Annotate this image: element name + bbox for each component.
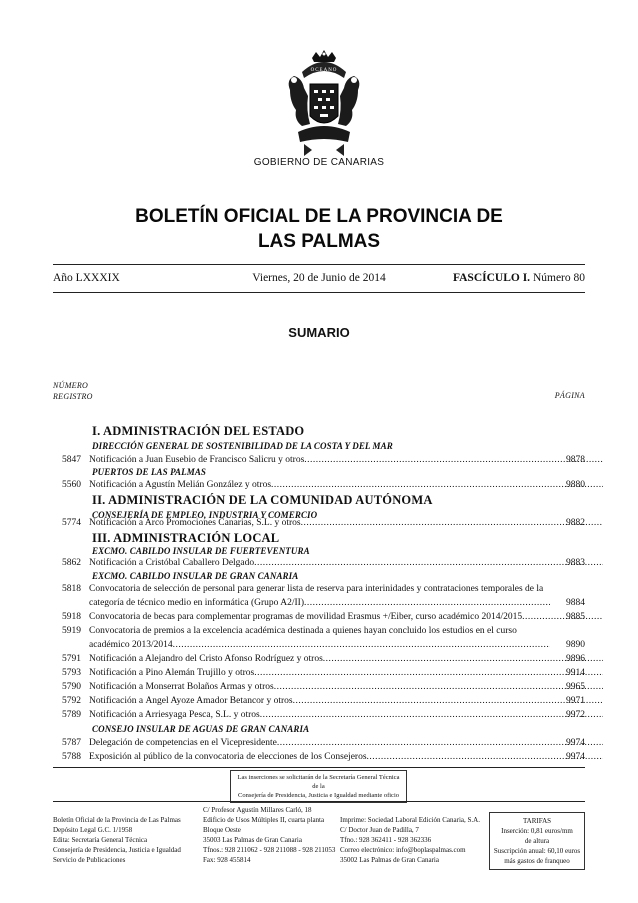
rates-line: de altura — [524, 837, 550, 845]
coat-of-arms-emblem — [282, 50, 366, 158]
publisher-line: Edita: Secretaría General Técnica — [53, 836, 148, 844]
entry-title: Convocatoria de selección de personal para generar lista de reserva para interinidades y contrataciones temporales de la — [89, 584, 544, 594]
summary-entry — [53, 654, 585, 668]
entry-title: Exposición al público de la convocatoria de elecciones de los Consejeros — [89, 752, 367, 762]
entry-page: 9896 — [566, 654, 585, 664]
summary-entry — [53, 518, 585, 532]
subsection-heading: DIRECCIÓN GENERAL DE SOSTENIBILIDAD DE LA COSTA Y DEL MAR — [92, 441, 393, 451]
divider — [53, 801, 585, 802]
entry-page: 9971 — [566, 696, 585, 706]
insertion-notice — [230, 770, 407, 803]
entry-number: 5793 — [62, 668, 81, 678]
printer-line: 35002 Las Palmas de Gran Canaria — [340, 856, 439, 864]
entry-title: Notificación a Arriesyaga Pesca, S.L. y otros — [89, 710, 260, 720]
entry-page-row — [53, 640, 585, 654]
entry-number: 5862 — [62, 558, 81, 568]
entry-page: 9880 — [566, 480, 585, 490]
entry-page: 9965 — [566, 682, 585, 692]
rates-line: Inserción: 0,81 euros/mm — [501, 827, 573, 835]
entry-number: 5774 — [62, 518, 81, 528]
summary-entry — [53, 738, 585, 752]
publisher-line: Servicio de Publicaciones — [53, 856, 126, 864]
government-label: GOBIERNO DE CANARIAS — [253, 157, 385, 168]
entry-page: 9890 — [566, 640, 585, 650]
summary-entry — [53, 710, 585, 724]
title-line-2: LAS PALMAS — [257, 231, 381, 252]
rates-box — [489, 812, 585, 870]
column-header-page: PÁGINA — [554, 391, 585, 400]
entry-page: 9878 — [566, 455, 585, 465]
summary-entry — [53, 752, 585, 766]
entry-title: Convocatoria de becas para complementar programas de movilidad Erasmus +/Eiber, curso académico 2014/2015 — [89, 612, 523, 622]
entry-page: 9974 — [566, 738, 585, 748]
printer-line: Tfno.: 928 362411 - 928 362336 — [340, 836, 432, 844]
subsection-heading: PUERTOS DE LAS PALMAS — [92, 467, 207, 477]
notice-line-1: Las inserciones se solicitarán de la Secretaría General Técnica de la — [237, 774, 400, 790]
issue-number: Número 80 — [532, 272, 585, 284]
entry-number: 5790 — [62, 682, 81, 692]
address-line: C/ Profesor Agustín Millares Carló, 18 — [203, 806, 312, 814]
summary-entry — [53, 558, 585, 572]
section-heading: III. ADMINISTRACIÓN LOCAL — [92, 531, 280, 545]
divider — [53, 264, 585, 265]
entry-page: 9885 — [566, 612, 585, 622]
entry-number: 5560 — [62, 480, 81, 490]
entry-number: 5787 — [62, 738, 81, 748]
column-header-number-2: REGISTRO — [53, 392, 93, 401]
entry-title: Notificación a Arco Promociones Canarias, S.L. y otros — [89, 518, 301, 528]
summary-entry — [53, 612, 585, 626]
printer-line: Imprime: Sociedad Laboral Edición Canaria, S.A. — [340, 816, 480, 824]
rates-heading: TARIFAS — [522, 817, 552, 825]
entry-title: Notificación a Monserrat Bolaños Armas y otros — [89, 682, 274, 692]
entry-page: 9974 — [566, 752, 585, 762]
entry-page: 9882 — [566, 518, 585, 528]
summary-entry — [53, 696, 585, 710]
entry-page: 9883 — [566, 558, 585, 568]
rates-line: más gastos de franqueo — [504, 857, 570, 865]
entry-page-row — [53, 598, 585, 612]
entry-title-continued: académico 2013/2014 — [89, 640, 173, 650]
section-heading: I. ADMINISTRACIÓN DEL ESTADO — [92, 424, 305, 438]
address-line: Bloque Oeste — [203, 826, 241, 834]
subsection-heading: CONSEJERÍA DE EMPLEO, INDUSTRIA Y COMERCIO — [92, 510, 318, 520]
emblem-motto: OCEANO — [310, 68, 338, 73]
entry-number: 5847 — [62, 455, 81, 465]
column-header-number — [53, 380, 93, 402]
entry-number: 5788 — [62, 752, 81, 762]
publisher-line: Consejería de Presidencia, Justicia e Igualdad — [53, 846, 181, 854]
rates-line: Suscripción anual: 60,10 euros — [493, 847, 581, 855]
summary-entry — [53, 626, 585, 640]
printer-line: C/ Doctor Juan de Padilla, 7 — [340, 826, 419, 834]
entry-title: Notificación a Ángel Ayoze Amador Betancor y otros — [89, 696, 293, 706]
subsection-heading: EXCMO. CABILDO INSULAR DE FUERTEVENTURA — [92, 546, 310, 556]
address-line: Edificio de Usos Múltiples II, cuarta planta — [203, 816, 325, 824]
entry-title: Notificación a Pino Alemán Trujillo y otros — [89, 668, 255, 678]
divider — [53, 767, 585, 768]
summary-entry — [53, 682, 585, 696]
printer-line: Correo electrónico: info@boplaspalmas.com — [340, 846, 466, 854]
publisher-info — [53, 815, 181, 865]
entry-title: Notificación a Juan Eusebio de Francisco Salicru y otros — [89, 455, 305, 465]
entry-title: Delegación de competencias en el Vicepresidente — [89, 738, 277, 748]
entry-title: Convocatoria de premios a la excelencia académica destinada a quienes hayan concluido los estudios en el curso — [89, 626, 517, 636]
entry-number: 5918 — [62, 612, 81, 622]
summary-entry — [53, 584, 585, 598]
fascicle-label: FASCÍCULO I. — [452, 272, 531, 284]
publisher-line: Depósito Legal G.C. 1/1958 — [53, 826, 133, 834]
entry-title-continued: categoría de técnico medio en informática (Grupo A2/II) — [89, 598, 304, 608]
year-label: Año LXXXIX — [53, 272, 120, 284]
entry-page: 9884 — [566, 598, 585, 608]
summary-entry — [53, 480, 585, 494]
entry-title: Notificación a Alejandro del Cristo Afonso Rodríguez y otros — [89, 654, 323, 664]
address-line: 35003 Las Palmas de Gran Canaria — [203, 836, 302, 844]
entry-number: 5919 — [62, 626, 81, 636]
subsection-heading: EXCMO. CABILDO INSULAR DE GRAN CANARIA — [92, 571, 299, 581]
office-address — [203, 805, 335, 865]
notice-line-2: Consejería de Presidencia, Justicia e Igualdad mediante oficio — [238, 792, 399, 799]
date-label: Viernes, 20 de Junio de 2014 — [252, 272, 386, 284]
entry-title: Notificación a Agustín Melián González y otros — [89, 480, 272, 490]
printer-info — [340, 815, 480, 865]
entry-number: 5789 — [62, 710, 81, 720]
entry-number: 5792 — [62, 696, 81, 706]
publisher-line: Boletín Oficial de la Provincia de Las Palmas — [53, 816, 181, 824]
issue-label — [453, 272, 585, 284]
entry-page: 9972 — [566, 710, 585, 720]
bulletin-title — [60, 204, 578, 254]
address-line: Tfnos.: 928 211062 - 928 211088 - 928 211053 — [203, 846, 336, 854]
divider — [53, 292, 585, 293]
subsection-heading: CONSEJO INSULAR DE AGUAS DE GRAN CANARIA — [92, 724, 310, 734]
entry-number: 5791 — [62, 654, 81, 664]
summary-entry — [53, 668, 585, 682]
column-header-number-1: NÚMERO — [53, 381, 89, 390]
address-line: Fax: 928 455814 — [203, 856, 251, 864]
section-heading: II. ADMINISTRACIÓN DE LA COMUNIDAD AUTÓNOMA — [92, 493, 433, 507]
entry-title: Notificación a Cristóbal Caballero Delgado — [89, 558, 255, 568]
entry-page: 9914 — [566, 668, 585, 678]
title-line-1: BOLETÍN OFICIAL DE LA PROVINCIA DE — [135, 206, 503, 227]
entry-number: 5818 — [62, 584, 81, 594]
summary-heading: SUMARIO — [288, 325, 350, 340]
